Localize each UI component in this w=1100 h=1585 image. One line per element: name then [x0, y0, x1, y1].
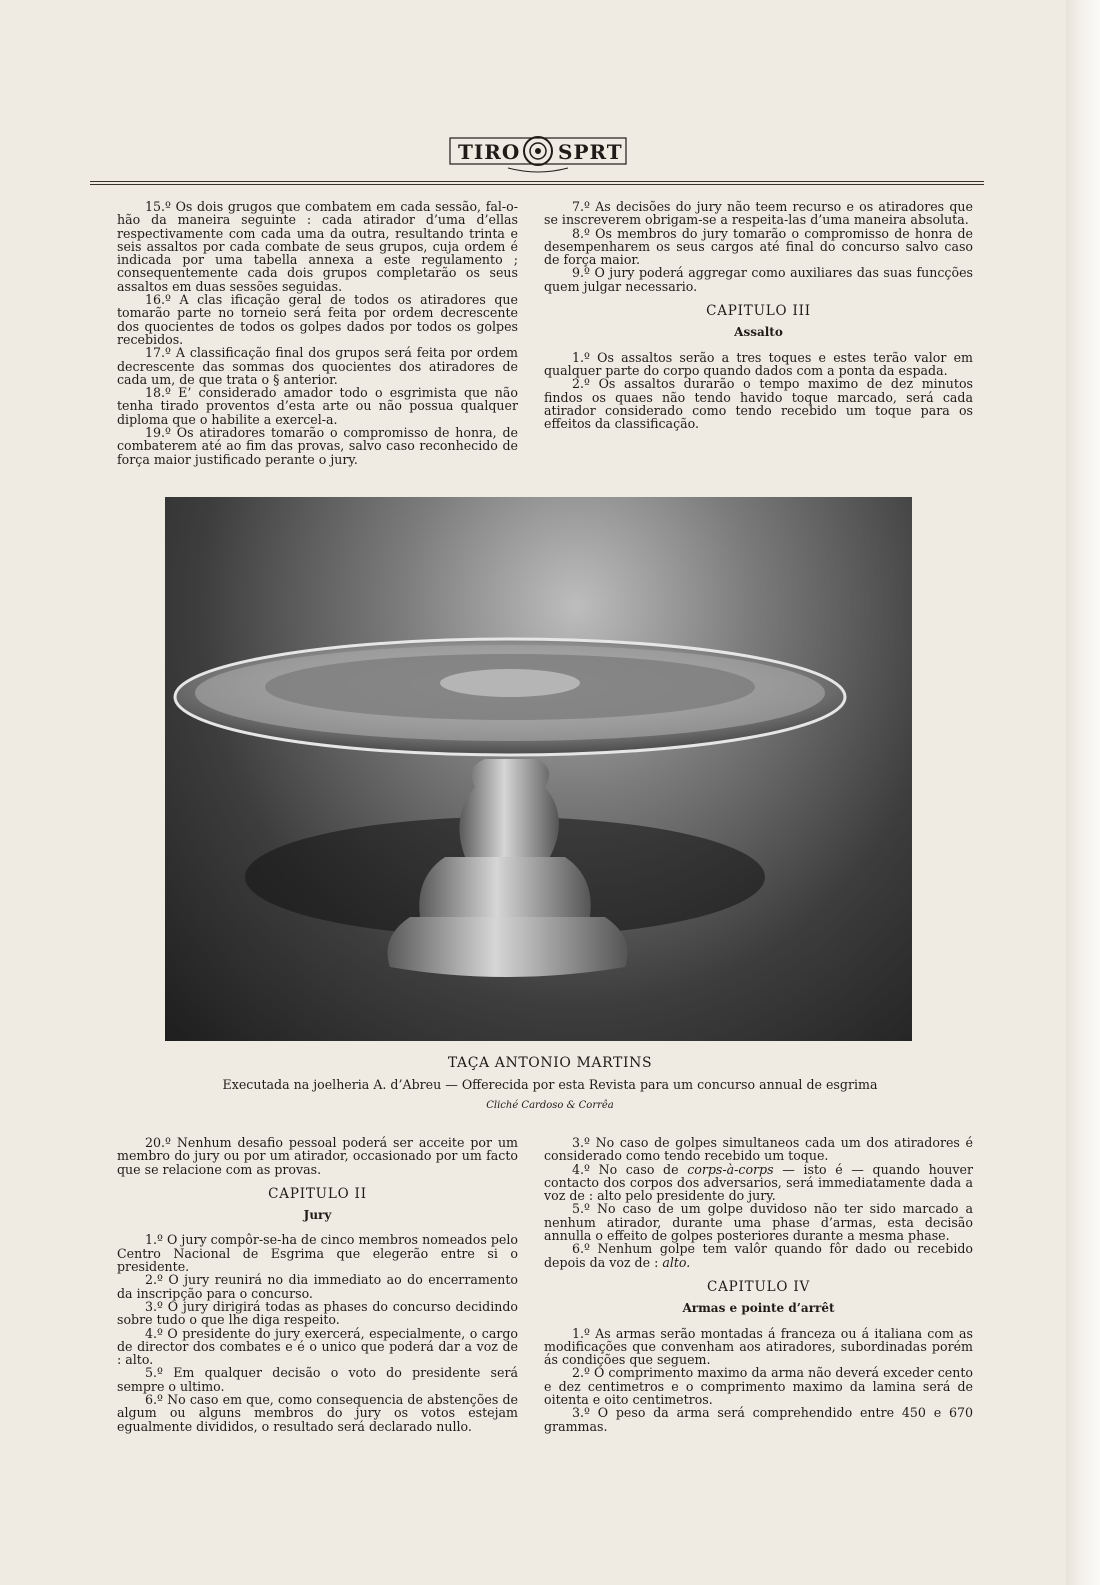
paragraph: 3.º O jury dirigirá todas as phases do concurso decidindo sobre tudo o que lhe diga respeito.	[117, 1298, 518, 1328]
text-run: 6.º Nenhum golpe tem valôr quando fôr dado ou recebido depois da voz de :	[544, 1241, 973, 1270]
photo-caption-line: Executada na joelheria A. d’Abreu — Offerecida por esta Revista para um concurso annual de esgrima	[222, 1077, 878, 1092]
svg-text:TIRO: TIRO	[458, 140, 521, 164]
bottom-right-column	[544, 1136, 973, 1433]
top-right-column	[544, 200, 973, 430]
paragraph: 16.º A clas ificação geral de todos os atiradores que tomarão parte no torneio será feita por ordem decrescente dos quocientes de todos os golpes dados por todos os golpes recebidos.	[117, 292, 518, 347]
paragraph: 7.º As decisões do jury não teem recurso e os atiradores que se inscreverem obrigam-se a respeita-las d’uma maneira absoluta.	[544, 199, 973, 228]
paragraph: 2.º O jury reunirá no dia immediato ao do encerramento da inscripção para o concurso.	[117, 1272, 518, 1301]
paragraph: 15.º Os dois grugos que combatem em cada sessão, fal-o-hão da maneira seguinte : cada atirador d’uma d’ellas respectivamente com cada uma da outra, resultando trinta e seis assaltos por cada combate de seus grupos, cuja ordem é indicada por uma tabella annexa a este regulamento ; consequentemente cada dois grupos completarão os seus assaltos em duas sessões seguidas.	[117, 199, 518, 294]
text-run: — isto é — quando houver contacto dos corpos dos adversarios, será immediatamente dada a voz de : alto pelo presidente do jury.	[544, 1161, 973, 1204]
section-subtitle: Jury	[303, 1208, 332, 1223]
paragraph: 20.º Nenhum desafio pessoal poderá ser acceite por um membro do jury ou por um atirador, occasionado por um facto que se relacione com as provas.	[117, 1135, 518, 1177]
paragraph: 2.º O comprimento maximo da arma não deverá exceder cento e dez centimetros e o comprimento maximo da lamina será de oitenta e oito centimetros.	[544, 1365, 973, 1408]
page-edge	[1066, 0, 1100, 1585]
paragraph: 5.º Em qualquer decisão o voto do presidente será sempre o ultimo.	[117, 1365, 518, 1394]
paragraph: 17.º A classificação final dos grupos será feita por ordem decrescente das sommas dos quocientes dos atiradores de cada um, de que trata o § anterior.	[117, 345, 518, 387]
paragraph	[544, 1242, 973, 1269]
paragraph: 9.º O jury poderá aggregar como auxiliares das suas funcções quem julgar necessario.	[544, 265, 973, 294]
paragraph: 8.º Os membros do jury tomarão o compromisso de honra de desempenharem os seus cargos até final do concurso salvo caso de força maior.	[544, 225, 973, 268]
section-subtitle: Assalto	[734, 325, 783, 340]
paragraph: 3.º O peso da arma será comprehendido entre 450 e 670 grammas.	[544, 1405, 973, 1434]
bottom-left-column	[117, 1136, 518, 1433]
paragraph: 4.º O presidente do jury exercerá, especialmente, o cargo de director dos combates e é o unico que poderá dar a voz de : alto.	[117, 1325, 518, 1368]
masthead-logo	[448, 128, 628, 178]
svg-text:SPRT: SPRT	[558, 140, 623, 164]
header-rule	[90, 181, 984, 182]
paragraph: 18.º E’ considerado amador todo o esgrimista que não tenha tirado proventos d’esta arte ou não possua qualquer diploma que o habilite a exercel-a.	[117, 385, 518, 427]
top-left-column	[117, 200, 518, 466]
chapter-heading: CAPITULO II	[268, 1185, 367, 1202]
photo-credit: Cliché Cardoso & Corrêa	[486, 1100, 614, 1111]
paragraph: 3.º No caso de golpes simultaneos cada um dos atiradores é considerado como tendo recebido um toque.	[544, 1135, 973, 1164]
section-subtitle: Armas e pointe d’arrêt	[682, 1301, 835, 1316]
paragraph: 1.º O jury compôr-se-ha de cinco membros nomeados pelo Centro Nacional de Esgrima que elegerão entre si o presidente.	[117, 1232, 518, 1275]
chapter-heading: CAPITULO IV	[706, 1278, 811, 1295]
photo-caption-title: TAÇA ANTONIO MARTINS	[447, 1055, 653, 1071]
paragraph: 2.º Os assaltos durarão o tempo maximo de dez minutos findos os quaes não tendo havido toque marcado, será cada atirador considerado como tendo recebido um toque para os effeitos da classificação.	[544, 376, 973, 432]
emphasis: corps-à-corps	[687, 1161, 774, 1177]
trophy-photo	[165, 497, 912, 1041]
text-run: 4.º No caso de	[572, 1161, 688, 1177]
paragraph: 19.º Os atiradores tomarão o compromisso de honra, de combaterem até ao fim das provas, salvo caso reconhecido de força maior justificado perante o jury.	[117, 425, 518, 467]
header-rule	[90, 184, 984, 185]
paragraph	[544, 1163, 973, 1203]
paragraph: 1.º As armas serão montadas á franceza ou á italiana com as modificações que convenham aos atiradores, subordinadas porém ás condições que seguem.	[544, 1325, 973, 1368]
paragraph: 6.º No caso em que, como consequencia de abstenções de algum ou alguns membros do jury os votos estejam egualmente divididos, o resultado será declarado nullo.	[117, 1392, 518, 1434]
paragraph: 1.º Os assaltos serão a tres toques e estes terão valor em qualquer parte do corpo quando dados com a ponta da espada.	[544, 349, 973, 378]
emphasis: alto.	[662, 1254, 691, 1270]
trophy-illustration	[165, 497, 912, 1041]
paragraph: 5.º No caso de um golpe duvidoso não ter sido marcado a nenhum atirador, durante uma phase d’armas, esta decisão annulla o effeito de golpes posteriores durante a mesma phase.	[544, 1201, 973, 1244]
chapter-heading: CAPITULO III	[706, 303, 811, 320]
